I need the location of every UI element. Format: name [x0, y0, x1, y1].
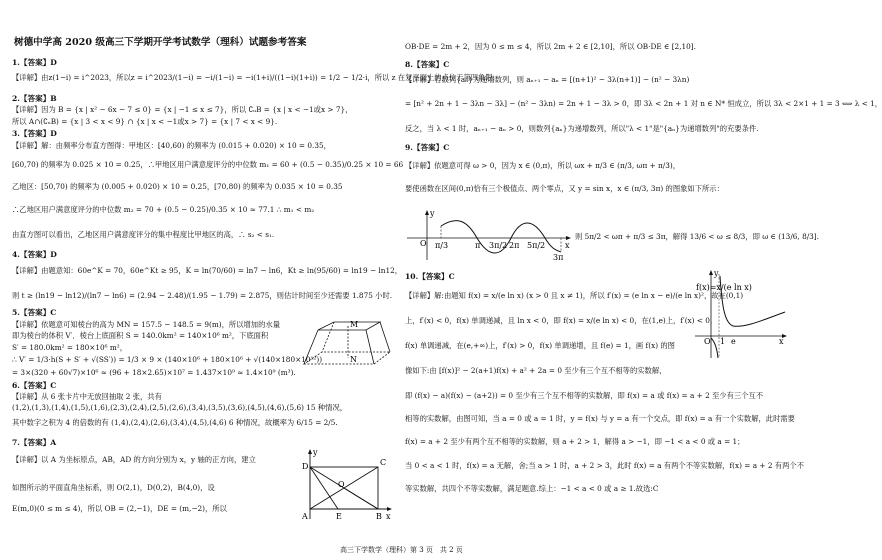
detail-10e: 即 (f(x) − a)(f(x) − (a+2)) = 0 至少有三个互不相等的实数解，即 f(x) = a 或 f(x) = a + 2 至少有三个互不: [405, 391, 764, 400]
answer-10: 10.【答案】C: [405, 272, 455, 281]
label-b: B: [376, 512, 382, 521]
detail-3d: ∴乙地区用户满意度评分的中位数 m₂ = 70 + (0.5 − 0.25)/0.35 × 10 ≈ 77.1 ∴ m₁ < m₂: [12, 205, 315, 214]
page-title: 树德中学高 2020 级高三下学期开学考试数学（理科）试题参考答案: [14, 37, 307, 48]
detail-10a: 【详解】解:由题知 f(x) = x/(e ln x) (x > 0 且 x ≠ 1)，所以 f′(x) = (e ln x − e)/(e ln x)²，故在(0,1): [405, 291, 744, 300]
answer-6: 6.【答案】C: [12, 381, 57, 390]
sine-label-y: y: [430, 209, 435, 218]
detail-3c: 乙地区：[50,70) 的频率为 (0.005 + 0.020) × 10 = 0.25，[70,80) 的频率为 0.035 × 10 = 0.35: [12, 182, 343, 191]
detail-5e: = 3×(320 + 60√7)×10⁶ ≈ (96 + 18×2.65)×10⁷ = 1.437×10⁹ ≈ 1.4×10⁹ (m³).: [12, 368, 296, 377]
page-footer: 高三下学数学（理科）第 3 页 共 2 页: [340, 546, 463, 554]
answer-5: 5.【答案】C: [12, 308, 57, 317]
detail-4a: 【详解】由题意知：60e^K = 70，60e^Kt ≥ 95，K = ln(70/60) = ln7 − ln6，Kt ≥ ln(95/60) = ln19 − ln12，: [12, 266, 403, 275]
detail-5b: 即为棱台的体积 V′．棱台上底面积 S = 140.0km² = 140×10⁶ m²，下底面积: [12, 331, 269, 340]
y-arrow-icon: [709, 270, 713, 275]
curve-figure: [693, 268, 789, 360]
frustum-figure: [300, 318, 392, 376]
detail-10c: f(x) 单调递减，在(e,+∞)上，f′(x) > 0，f(x) 单调递增，且 f(e) = 1，画 f(x) 的图: [405, 341, 675, 350]
sine-label-5pi2: 5π/2: [527, 241, 546, 250]
x-arrow-icon: [566, 236, 571, 240]
detail-1: 【详解】由z(1−i) = i^2023，所以z = i^2023/(1−i) = −i/(1−i) = −i(1+i)/((1−i)(1+i)) = 1/2 − 1/2·i，所以 z 在复平面上的点位于第四象限.: [12, 73, 495, 82]
detail-7a: 【详解】以 A 为坐标原点，AB，AD 的方向分别为 x，y 轴的正方向，建立: [12, 455, 256, 464]
answer-8: 8.【答案】C: [405, 60, 450, 69]
detail-10b: 上，f′(x) < 0，f(x) 单调递减，且 ln x < 0，即 f(x) = x/(e ln x) < 0，在(1,e)上，f′(x) < 0，: [405, 316, 718, 325]
detail-10g: f(x) = a + 2 至少有两个互不相等的实数解，则 a + 2 > 1，解得 a > −1，即 −1 < a < 0 或 a = 1；: [405, 437, 745, 446]
answer-4: 4.【答案】D: [12, 250, 57, 259]
sine-figure: [405, 208, 573, 262]
detail-2b: 所以 A∩(∁ᵤB) = {x | 3 < x < 9} ∩ {x | x < −1或x > 7} = {x | 7 < x < 9}.: [12, 117, 278, 126]
detail-8b: = [n² + 2n + 1 − 3λn − 3λ] − (n² − 3λn) = 2n + 1 − 3λ > 0，即 3λ < 2n + 1 对 n ∈ N* 恒成立，所以 3λ < 2×1 + 1 = 3 ⟺ λ < 1，: [405, 99, 882, 108]
detail-10i: 等实数解，共四个不等实数解，满足题意.综上：−1 < a < 0 或 a ≥ 1.故选:C: [405, 484, 659, 493]
curve-label-o: O: [704, 337, 711, 346]
label-m: M: [350, 320, 359, 329]
curve-label-e: e: [731, 337, 736, 346]
detail-6a: 【详解】从 6 张卡片中无放回抽取 2 张，共有: [12, 392, 162, 401]
label-o: O: [338, 480, 345, 489]
label-n: N: [350, 355, 357, 364]
detail-5c: S′ = 180.0km² = 180×10⁶ m²，: [12, 343, 128, 352]
rectangle-figure: [298, 447, 394, 523]
curve-label-x: x: [779, 337, 784, 346]
y-arrow-icon: [308, 449, 312, 454]
sine-label-x: x: [565, 241, 570, 250]
answer-1: 1.【答案】D: [12, 58, 57, 67]
x-arrow-icon: [387, 507, 392, 511]
detail-5a: 【详解】依题意可知棱台的高为 MN = 157.5 − 148.5 = 9(m)，所以增加的水量: [12, 320, 280, 329]
sine-label-3pi: 3π: [553, 253, 564, 262]
label-e: E: [336, 512, 342, 521]
detail-10f: 相等的实数解，由图可知，当 a = 0 或 a = 1 时，y = f(x) 与 y = a 有一个交点，即 f(x) = a 有一个实数解，此时需要: [405, 414, 795, 423]
curve-left-branch: [711, 338, 718, 358]
answer-7: 7.【答案】A: [12, 438, 57, 447]
label-d: D: [302, 462, 309, 471]
answer-3: 3.【答案】D: [12, 129, 57, 138]
detail-3a: 【详解】解：由频率分布直方图得：甲地区：[40,60) 的频率为 (0.015 + 0.020) × 10 = 0.35，: [12, 141, 331, 150]
sine-label-2pi: 2π: [509, 241, 520, 250]
detail-5d: ∴ V′ = 1/3·h(S + S′ + √(SS′)) = 1/3 × 9 × (140×10⁶ + 180×10⁶ + √(140×180×10¹²)): [12, 355, 323, 364]
answer-2: 2.【答案】B: [12, 94, 57, 103]
label-x: x: [386, 512, 391, 521]
detail-9c: 则 5π/2 < ωπ + π/3 ≤ 3π，解得 13/6 < ω ≤ 8/3，即 ω ∈ (13/6, 8/3].: [575, 232, 819, 241]
detail-3e: 由直方图可以看出，乙地区用户满意度评分的集中程度比甲地区的高，∴ s₂ < s₁.: [12, 230, 275, 239]
curve-label-1: 1: [720, 337, 726, 346]
detail-6b: (1,2),(1,3),(1,4),(1,5),(1,6),(2,3),(2,4),(2,5),(2,6),(3,4),(3,5),(3,6),(4,5),(4,6),(5,6) 15 种情况，: [12, 403, 348, 412]
detail-6c: 其中数字之积为 4 的倍数的有 (1,4),(2,4),(2,6),(3,4),(4,5),(4,6) 6 种情况，故概率为 6/15 = 2/5.: [12, 418, 338, 427]
detail-4b: 则 t ≥ (ln19 − ln12)/(ln7 − ln6) = (2.94 − 2.48)/(1.95 − 1.79) = 2.875，则估计时间至少还需要 1.875 小时.: [12, 291, 393, 300]
detail-9b: 要使函数在区间(0,π)恰有三个极值点、两个零点，又 y = sin x，x ∈ (π/3, 3π) 的图象如下所示：: [405, 184, 724, 193]
curve-label-fx: f(x)=x/(e ln x): [696, 283, 752, 292]
label-c: C: [380, 458, 387, 467]
answer-9: 9.【答案】C: [405, 143, 450, 152]
sine-label-pi3: π/3: [435, 241, 449, 250]
detail-8a: 【详解】若数列{aₙ}为递增数列，则 aₙ₊₁ − aₙ = [(n+1)² − 3λ(n+1)] − (n² − 3λn): [405, 75, 690, 84]
curve-label-y: y: [714, 269, 719, 278]
right-column: [397, 0, 882, 560]
label-y: y: [313, 448, 318, 457]
y-arrow-icon: [425, 210, 429, 215]
detail-2a: 【详解】因为 B = {x | x² − 6x − 7 ≤ 0} = {x | −1 ≤ x ≤ 7}，所以 ∁ᵤB = {x | x < −1或x > 7}，: [12, 105, 353, 114]
label-a: A: [302, 512, 308, 521]
detail-8c: 反之，当 λ < 1 时，aₙ₊₁ − aₙ > 0，则数列{aₙ}为递增数列，所以"λ < 1"是"{aₙ}为递增数列"的充要条件.: [405, 124, 759, 133]
sine-label-pi: π: [475, 241, 481, 250]
sine-label-o: O: [420, 239, 427, 248]
detail-10d: 像如下:由 [f(x)]² − 2(a+1)f(x) + a² + 2a = 0 至少有三个互不相等的实数解，: [405, 366, 667, 375]
sine-label-3pi2: 3π/2: [489, 241, 508, 250]
detail-10h: 当 0 < a < 1 时，f(x) = a 无解，舍;当 a > 1 时，a + 2 > 3，此时 f(x) = a 有两个不等实数解，f(x) = a + 2 有两个不: [405, 461, 804, 470]
detail-7d: OB·DE = 2m + 2，因为 0 ≤ m ≤ 4，所以 2m + 2 ∈ [2,10]，所以 OB·DE ∈ [2,10].: [405, 42, 696, 51]
detail-3b: [60,70) 的频率为 0.025 × 10 = 0.25，∴甲地区用户满意度评分的中位数 m₁ = 60 + (0.5 − 0.35)/0.25 × 10 = 66: [12, 160, 404, 169]
detail-9a: 【详解】依题意可得 ω > 0，因为 x ∈ (0,π)，所以 ωx + π/3 ∈ (π/3, ωπ + π/3)，: [405, 161, 681, 170]
detail-7c: E(m,0)(0 ≤ m ≤ 4)，所以 OB = (2,−1)，DE = (m,−2)，所以: [12, 504, 227, 513]
detail-7b: 如图所示的平面直角坐标系，则 O(2,1)，D(0,2)，B(4,0)，设: [12, 483, 215, 492]
